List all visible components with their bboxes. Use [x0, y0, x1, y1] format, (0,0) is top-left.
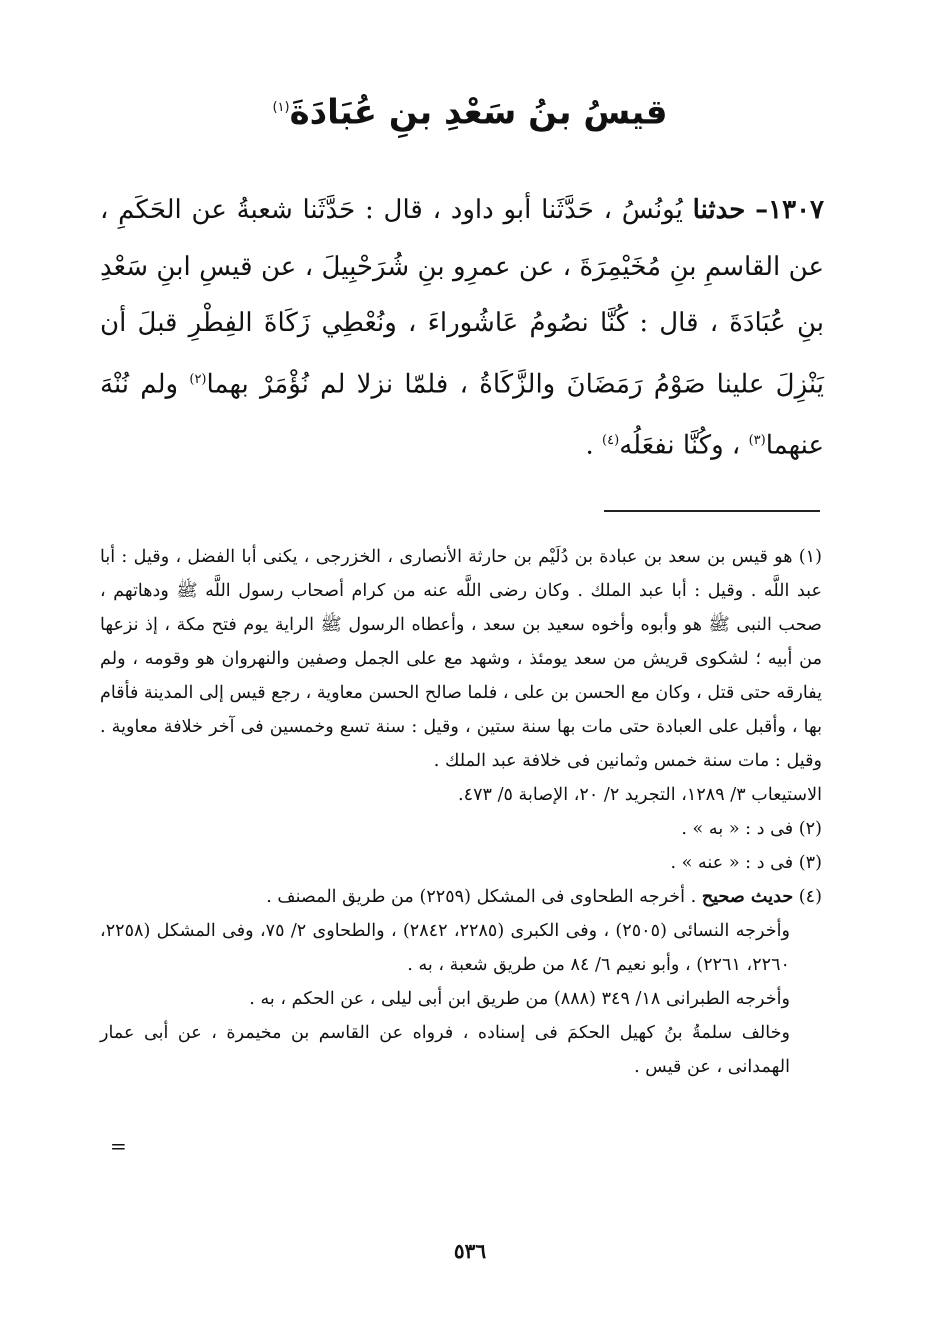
footnote-2: (٢) فى د : « به » . [681, 819, 822, 839]
hadith-body-part1: يُونُسُ ، حَدَّثَنا أبو داود ، قال : حَدَّثَنا شعبةُ عن الحَكَمِ ، عن القاسمِ بنِ مُخَيْمِرَةَ ، عن عمرِو بنِ شُرَحْبِيلَ ، عن قيسِ ابنِ سَعْدِ بنِ عُبَادَةَ ، قال : كُنَّا نصُومُ عَاشُوراءَ ، ونُعْطِي زَكَاةَ الفِطْرِ قبلَ أن يَنْزِلَ علينا صَوْمُ رَمَضَانَ والزَّكَاةُ ، فلمّا نزلا لم نُؤْمَرْ بهما [100, 195, 825, 400]
footnote-4-paragraph-4: وخالف سلمةُ بنُ كهيل الحكمَ فى إسناده ، فرواه عن القاسم بن مخيمرة ، عن أبى عمار الهمدانى ، عن قيس . [100, 1023, 790, 1077]
footnote-ref-1: (١) [272, 100, 290, 115]
footnote-ref-4: (٤) [602, 433, 620, 449]
footnote-4-paragraph-2: وأخرجه النسائى (٢٥٠٥) ، وفى الكبرى (٢٢٨٥، ٢٨٤٢) ، والطحاوى ٢/ ٧٥، وفى المشكل (٢٢٥٨، ٢٢٦٠، ٢٢٦١) ، وأبو نعيم ٦/ ٨٤ من طريق شعبة ، به . [100, 921, 790, 975]
footnote-1-references: الاستيعاب ٣/ ١٢٨٩، التجريد ٢/ ٢٠، الإصابة ٥/ ٤٧٣. [458, 785, 822, 805]
footnote-4-text: . أخرجه الطحاوى فى المشكل (٢٢٥٩) من طريق المصنف . [266, 887, 697, 907]
hadith-text [100, 182, 824, 474]
footnote-ref-2: (٢) [189, 371, 207, 387]
footnote-4-grade: حديث صحيح [701, 886, 794, 907]
hadith-lead: حدثنا [692, 195, 746, 225]
hadith-body-end: . [585, 430, 594, 461]
chapter-title [100, 78, 840, 142]
footnotes-section [100, 540, 822, 1084]
hadith-number: ١٣٠٧– [755, 195, 825, 225]
footnote-1: (١) هو قيس بن سعد بن عبادة بن دُلَيْم بن حارثة الأنصارى ، الخزرجى ، يكنى أبا الفضل ، وقيل : أبا عبد اللَّه . وقيل : أبا عبد الملك . وكان رضى اللَّه عنه من كرام أصحاب رسول اللَّه ﷺ ودهاتهم ، صحب النبى ﷺ هو وأبوه وأخوه سعيد بن سعد ، وأعطاه الرسول ﷺ الراية يوم فتح مكة ، إذ نزعها من أبيه ؛ لشكوى قريش من سعد يومئذ ، وشهد مع على الجمل وصفين والنهروان هو وقومه ، ولم يفارقه حتى قتل ، وكان مع الحسن بن على ، فلما صالح الحسن معاوية ، رجع قيس إلى المدينة فأقام بها ، وأقبل على العبادة حتى مات بها سنة ستين ، وقيل : سنة تسع وخمسين فى آخر خلافة معاوية . وقيل : مات سنة خمس وثمانين فى خلافة عبد الملك . [100, 547, 822, 771]
hadith-body-part3: ، وكُنَّا نفعَلُه [619, 430, 741, 461]
continuation-mark: = [110, 1134, 127, 1158]
footnote-4 [100, 880, 822, 914]
chapter-title-text: قيسُ بنُ سَعْدِ بنِ عُبَادَةَ [289, 92, 668, 133]
page-number: ٥٣٦ [453, 1239, 487, 1263]
footnote-4-number: (٤) [798, 887, 822, 907]
footnote-3: (٣) فى د : « عنه » . [670, 853, 822, 873]
footnote-4-paragraph-3: وأخرجه الطبرانى ١٨/ ٣٤٩ (٨٨٨) من طريق ابن أبى ليلى ، عن الحكم ، به . [249, 989, 790, 1009]
footnote-separator [604, 510, 820, 512]
hadith-body-part2: ولم نُنْهَ عنهما [100, 369, 824, 461]
footnote-ref-3: (٣) [748, 433, 766, 449]
